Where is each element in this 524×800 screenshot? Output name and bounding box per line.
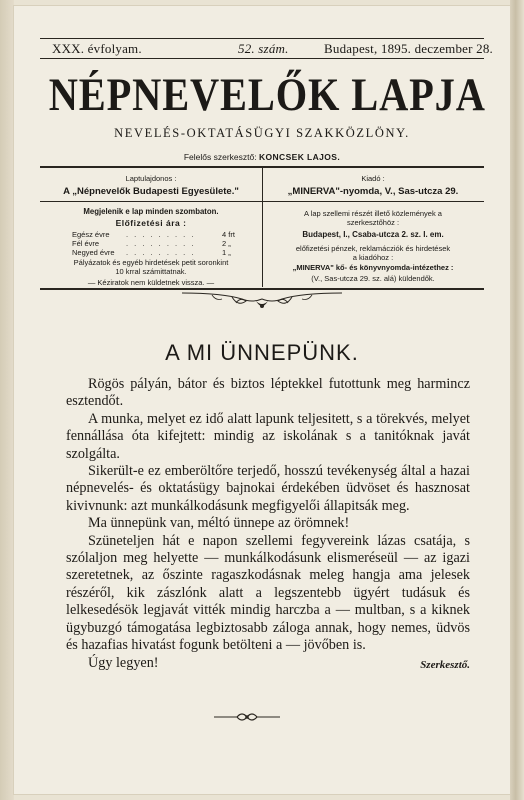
ads-text: 10 krral számittatnak.	[115, 267, 187, 276]
editor-name: KONCSEK LAJOS.	[258, 152, 341, 162]
book-gutter	[0, 0, 14, 800]
article-paragraph: Szüneteljen hát e napon szellemi fegyvereink lázas csatája, s szólaljon meg helyette — munkálkodásunk elismeréseül — az igazi szeretetnek, az őszinte ragaszkodásnak meleg hangja ama jelesek részéről, kik zászlónk alatt a legszentebb ügyért tudásuk és lelkesedésök legjavát vitték mindig harczba a — multban, s a kiknek ügybuzgó támogatása legbiztosabb záloga annak, hogy nemes, üdvös és hazafias hivatást fogunk betölteni a — jövőben is.	[66, 532, 470, 654]
ads-text: Pályázatok és egyéb hirdetések petit soronkint	[73, 258, 229, 267]
price-row: Fél évre . . . . . . . . . 2 „	[72, 239, 231, 248]
contact-text: előfizetési pénzek, reklamácziók és hirdetések	[295, 244, 451, 253]
article-paragraph: Sikerült-e ez emberöltőre terjedő, hosszú tevékenység által a hazai népnevelés- és oktatásügy bajnokai érdekében üdvöset és hasznosat kivivnunk: azt munkálkodásunk megfigyelői állapitsák meg.	[66, 463, 470, 514]
editor-line	[14, 152, 510, 162]
schedule-text: Megjelenik e lap minden szombaton.	[83, 207, 219, 216]
place-and-date: Budapest, 1895. deczember 28.	[324, 41, 493, 56]
issue-number: 52. szám.	[238, 41, 289, 56]
masthead-rule-bottom	[40, 58, 484, 59]
article-title: A MI ÜNNEPÜNK.	[165, 340, 359, 365]
contact-text: A lap szellemi részét illető közlemények a	[304, 209, 442, 218]
price-label: Egész évre	[72, 230, 110, 239]
price-row: Egész évre . . . . . . . . . 4 frt	[72, 230, 235, 239]
price-label: Negyed évre	[72, 248, 115, 257]
masthead-rule-top	[40, 38, 484, 39]
owner-label: Laptulajdonos :	[125, 174, 177, 183]
article-closing	[66, 655, 470, 672]
price-amount: 4 frt	[222, 230, 235, 239]
newspaper-subtitle: NEVELÉS-OKTATÁSÜGYI SZAKKÖZLÖNY.	[114, 126, 410, 140]
info-rule-middle	[40, 201, 484, 202]
newspaper-page	[14, 6, 510, 794]
closing-text: Úgy legyen!	[88, 654, 159, 671]
end-ornament-icon	[212, 710, 282, 724]
volume-number: XXX. évfolyam.	[52, 41, 142, 56]
article-paragraph: Rögös pályán, bátor és biztos léptekkel futottunk meg harmincz esztendőt.	[66, 376, 470, 410]
page-edge	[510, 0, 524, 800]
subscription-heading: Előfizetési ára :	[115, 218, 187, 228]
newspaper-title: NÉPNEVELŐK LAPJA	[48, 69, 486, 121]
article-paragraph: Ma ünnepünk van, méltó ünnepe az örömnek!	[88, 515, 350, 532]
editorial-address: Budapest, I., Csaba-utcza 2. sz. I. em.	[302, 230, 444, 239]
signature: Szerkesztő.	[420, 658, 470, 671]
contact-text: a kiadóhoz :	[352, 253, 394, 262]
article-body	[66, 376, 470, 672]
article-paragraph: A munka, melyet ez idő alatt lapunk teljesitett, s a törekvés, melyet fennállása óta kifejtett: mindig az iskolának s a tanitóknak javát szolgálta.	[66, 410, 470, 462]
decorative-ornament-icon	[172, 289, 352, 311]
editor-label: Felelős szerkesztő:	[183, 152, 257, 162]
contact-text: szerkesztőhöz :	[346, 218, 400, 227]
publisher-value: „MINERVA"-nyomda, V., Sas-utcza 29.	[287, 186, 459, 197]
price-label: Fél évre	[72, 239, 100, 248]
price-row: Negyed évre . . . . . . . . . 1 „	[72, 248, 231, 257]
press-name: „MINERVA" kő- és könyvnyomda-intézethez :	[292, 263, 454, 272]
manuscripts-note: — Kéziratok nem küldetnek vissza. —	[87, 278, 215, 287]
owner-value: A „Népnevelők Budapesti Egyesülete."	[63, 186, 239, 197]
price-amount: 1 „	[222, 248, 231, 257]
price-amount: 2 „	[222, 239, 231, 248]
press-address: (V., Sas-utcza 29. sz. alá) küldendők.	[311, 274, 435, 283]
publisher-label: Kiadó :	[361, 174, 385, 183]
